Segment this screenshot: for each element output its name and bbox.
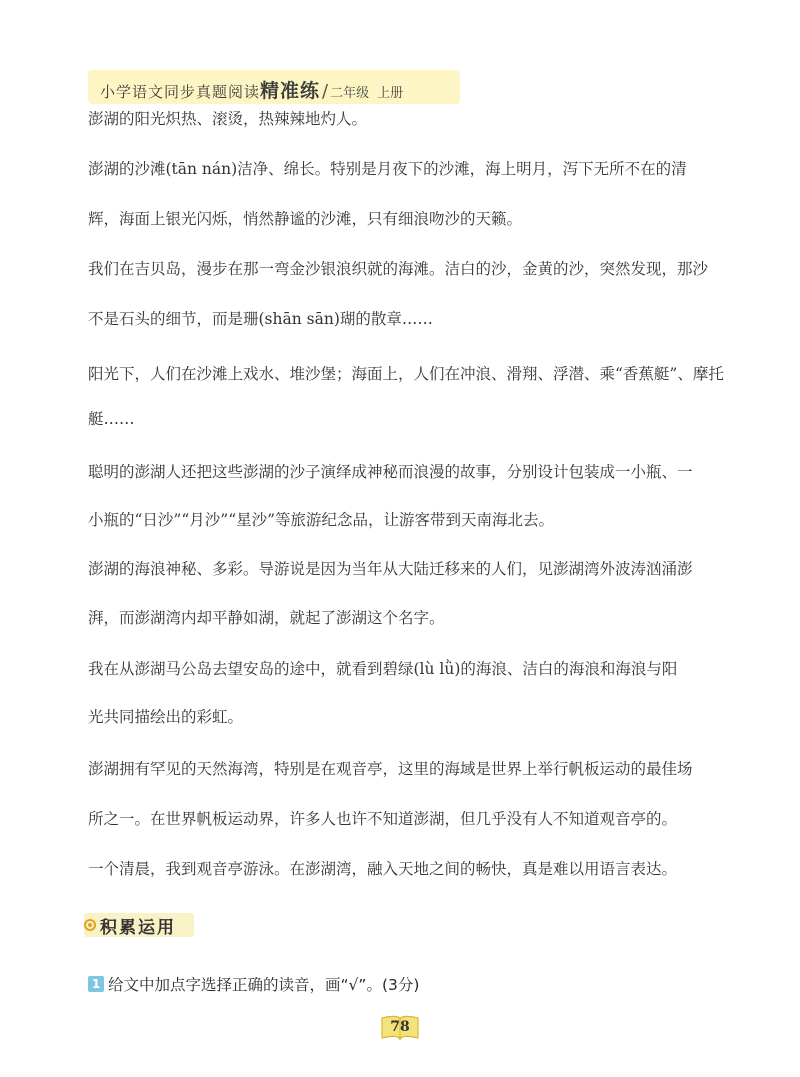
- passage-line: 所之一。在世界帆板运动界，许多人也许不知道澎湖，但几乎没有人不知道观音亭的。: [88, 810, 678, 828]
- header-grade: 二年级: [330, 86, 370, 101]
- page-number-text: 78: [390, 1019, 410, 1035]
- passage-line: 阳光下，人们在沙滩上戏水、堆沙堡；海面上，人们在冲浪、滑翔、浮潜、乘“香蕉艇”、摩托: [88, 365, 724, 383]
- page-number: [378, 1012, 422, 1042]
- passage-line: 辉，海面上银光闪烁，悄然静谧的沙滩，只有细浪吻沙的天籁。: [88, 210, 523, 228]
- passage-line: 一个清晨，我到观音亭游泳。在澎湖湾，融入天地之间的畅快，真是难以用语言表达。: [88, 860, 678, 878]
- question-text: 给文中加点字选择正确的读音，画“√”。(3分): [108, 976, 420, 994]
- passage-line: 艇……: [88, 410, 135, 428]
- section-title: [84, 912, 176, 938]
- passage-line: 我们在吉贝岛，漫步在那一弯金沙银浪织就的海滩。洁白的沙，金黄的沙，突然发现，那沙: [88, 260, 709, 278]
- section-title-text: 积累运用: [100, 917, 176, 938]
- passage-line: 澎湖的沙滩(tān nán)洁净、绵长。特别是月夜下的沙滩，海上明月，泻下无所不在的清: [88, 160, 687, 178]
- passage-line: 我在从澎湖马公岛去望安岛的途中，就看到碧绿(lù lǜ)的海浪、洁白的海浪和海浪与阳: [88, 660, 678, 678]
- passage-line: 湃，而澎湖湾内却平静如湖，就起了澎湖这个名字。: [88, 609, 445, 627]
- header-volume: 上册: [377, 86, 404, 101]
- question-1: [88, 972, 419, 996]
- passage-line: 光共同描绘出的彩虹。: [88, 708, 244, 726]
- passage-line: 澎湖的阳光炽热、滚烫，热辣辣地灼人。: [88, 110, 368, 128]
- book-header: [100, 76, 403, 100]
- question-number-badge: 1: [88, 976, 104, 992]
- target-icon: [84, 919, 96, 931]
- passage-line: 聪明的澎湖人还把这些澎湖的沙子演绎成神秘而浪漫的故事，分别设计包装成一小瓶、一: [88, 463, 693, 481]
- passage-line: 小瓶的“日沙”“月沙”“星沙”等旅游纪念品，让游客带到天南海北去。: [88, 511, 555, 529]
- passage-line: 澎湖拥有罕见的天然海湾，特别是在观音亭，这里的海域是世界上举行帆板运动的最佳场: [88, 760, 693, 778]
- header-emphasis: 精准练: [260, 80, 321, 102]
- header-separator: /: [322, 81, 329, 102]
- header-series-title: 小学语文同步真题阅读: [100, 83, 261, 101]
- passage-line: 不是石头的细节，而是珊(shān sān)瑚的散章……: [88, 310, 433, 328]
- passage-line: 澎湖的海浪神秘、多彩。导游说是因为当年从大陆迁移来的人们，见澎湖湾外波涛汹涌澎: [88, 560, 693, 578]
